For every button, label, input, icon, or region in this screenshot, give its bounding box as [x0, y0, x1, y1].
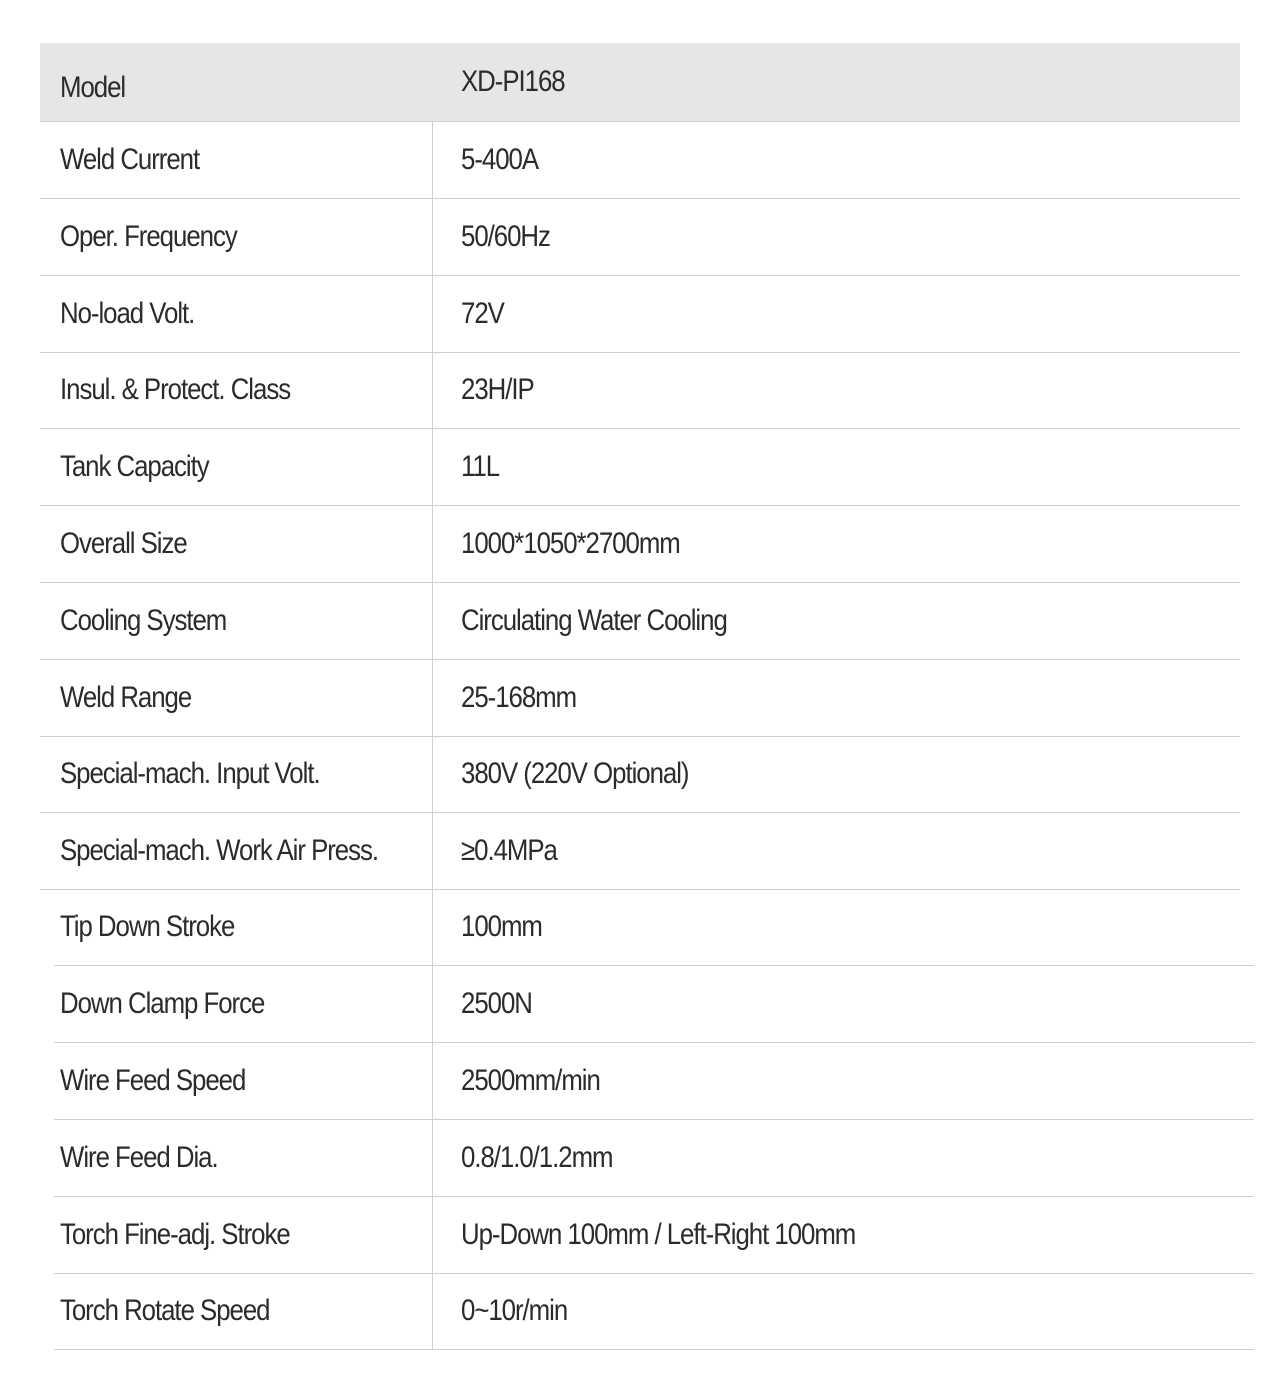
row-label: Weld Range — [60, 681, 192, 714]
table-row — [40, 660, 1240, 737]
row-label: Special-mach. Work Air Press. — [60, 834, 378, 867]
row-value: 2500N — [461, 987, 532, 1020]
row-value: 11L — [461, 450, 500, 483]
row-label: Wire Feed Speed — [60, 1064, 246, 1097]
table-row — [40, 199, 1240, 276]
header-value: XD-PI168 — [461, 65, 565, 98]
table-row — [54, 1120, 1254, 1197]
row-value: 0.8/1.0/1.2mm — [461, 1141, 613, 1174]
table-row — [40, 736, 1240, 813]
table-row — [40, 583, 1240, 660]
table-row — [40, 352, 1240, 429]
header-label: Model — [60, 71, 126, 104]
row-value: ≥0.4MPa — [461, 834, 557, 867]
table-row — [54, 889, 1254, 966]
table-row — [40, 276, 1240, 353]
row-value: 23H/IP — [461, 373, 534, 406]
row-value: Circulating Water Cooling — [461, 604, 727, 637]
table-row — [40, 813, 1240, 890]
row-label: Cooling System — [60, 604, 227, 637]
table-row — [40, 506, 1240, 583]
row-label: No-load Volt. — [60, 297, 195, 330]
row-value: Up-Down 100mm / Left-Right 100mm — [461, 1218, 856, 1251]
row-label: Weld Current — [60, 143, 200, 176]
table-row — [40, 122, 1240, 199]
row-label: Wire Feed Dia. — [60, 1141, 218, 1174]
table-row — [40, 429, 1240, 506]
row-label: Tank Capacity — [60, 450, 209, 483]
row-value: 72V — [461, 297, 504, 330]
row-value: 25-168mm — [461, 681, 577, 714]
table-row — [54, 1043, 1254, 1120]
row-label: Insul. & Protect. Class — [60, 373, 291, 406]
row-value: 380V (220V Optional) — [461, 757, 689, 790]
row-value: 2500mm/min — [461, 1064, 600, 1097]
row-label: Overall Size — [60, 527, 187, 560]
row-label: Special-mach. Input Volt. — [60, 757, 320, 790]
row-label: Torch Rotate Speed — [60, 1294, 270, 1327]
row-value: 5-400A — [461, 143, 539, 176]
table-row — [54, 966, 1254, 1043]
row-value: 100mm — [461, 910, 542, 943]
table-row — [54, 1273, 1254, 1350]
row-label: Torch Fine-adj. Stroke — [60, 1218, 290, 1251]
row-value: 1000*1050*2700mm — [461, 527, 680, 560]
row-label: Tip Down Stroke — [60, 910, 235, 943]
row-value: 0~10r/min — [461, 1294, 568, 1327]
table-row — [54, 1197, 1254, 1274]
table-header-row — [40, 43, 1240, 122]
row-label: Down Clamp Force — [60, 987, 265, 1020]
row-label: Oper. Frequency — [60, 220, 237, 253]
row-value: 50/60Hz — [461, 220, 550, 253]
